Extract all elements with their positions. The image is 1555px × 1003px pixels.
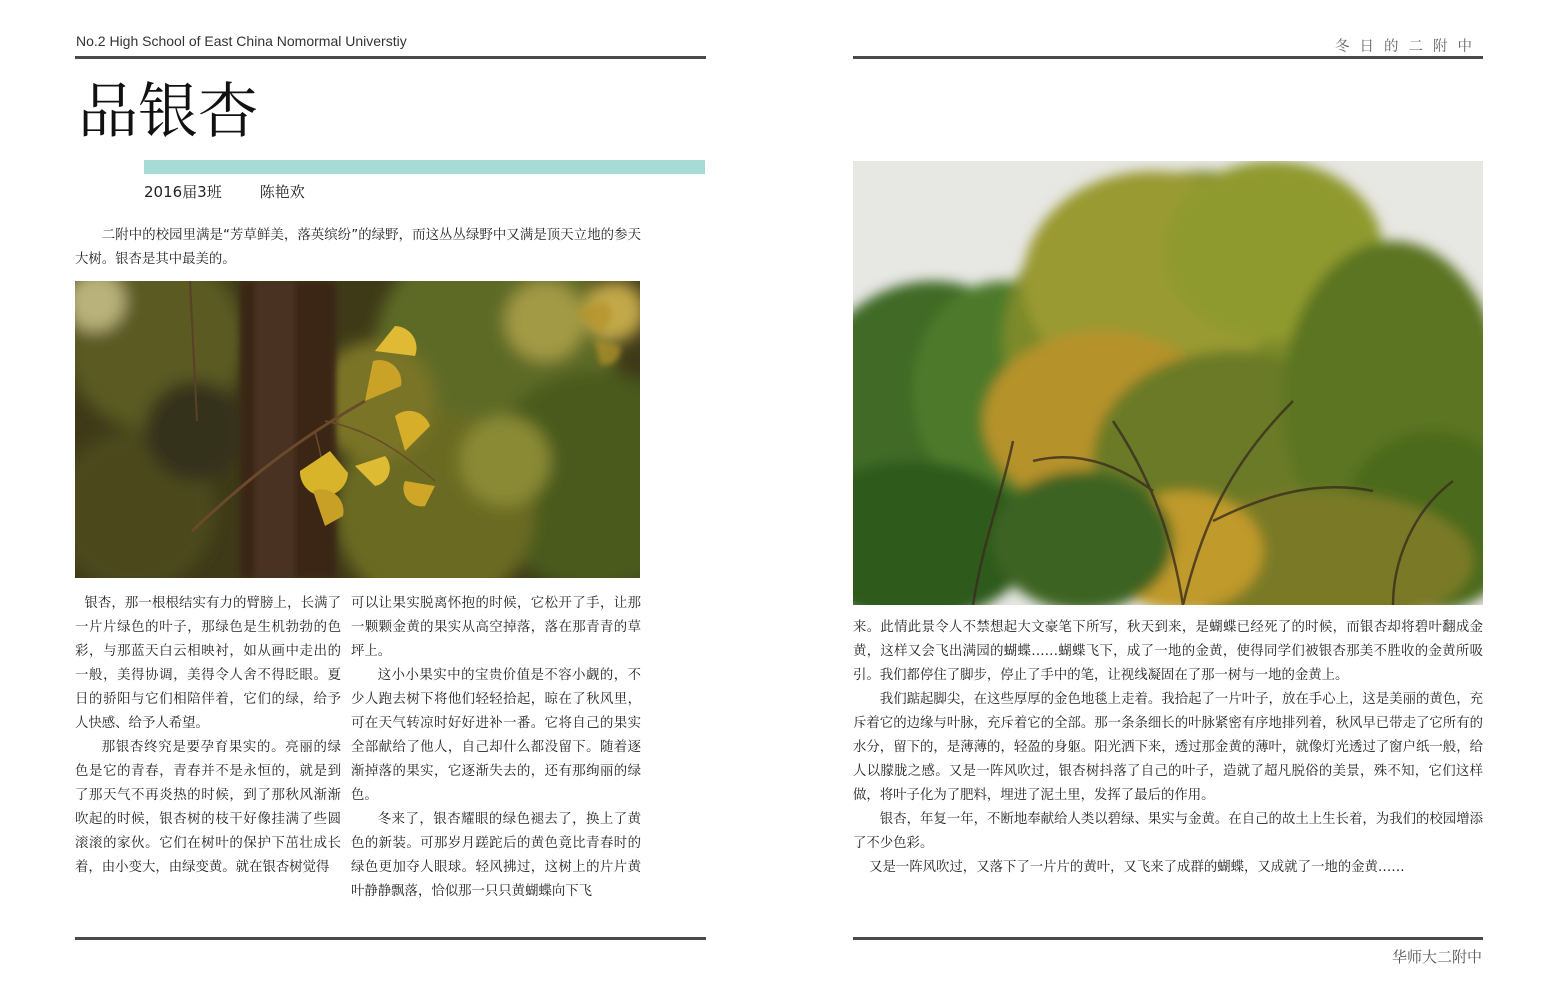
body-column-3	[853, 616, 1483, 880]
col2-paragraph-2: 这小小果实中的宝贵价值是不容小觑的，不少人跑去树下将他们轻轻拾起，晾在了秋风里，可在天气转凉时好好进补一番。它将自己的果实全部献给了他人，自己却什么都没留下。随着逐渐掉落的果实，它逐渐失去的，还有那绚丽的绿色。	[351, 668, 641, 803]
col2-paragraph-3: 冬来了，银杏耀眼的绿色褪去了，换上了黄色的新装。可那岁月蹉跎后的黄色竟比青春时的绿色更加夺人眼球。轻风拂过，这树上的片片黄叶静静飘落，恰似那一只只黄蝴蝶向下飞	[351, 812, 641, 899]
ginkgo-tree-photo	[853, 161, 1483, 605]
right-paragraph-4: 又是一阵风吹过，又落下了一片片的黄叶，又飞来了成群的蝴蝶，又成就了一地的金黄……	[869, 860, 1405, 875]
footer-rule-left	[75, 937, 706, 940]
right-paragraph-2: 我们踮起脚尖，在这些厚厚的金色地毯上走着。我拾起了一片叶子，放在手心上，这是美丽的黄色，充斥着它的边缘与叶脉，充斥着它的全部。那一条条细长的叶脉紧密有序地排列着，秋风早已带走了它所有的水分，留下的，是薄薄的，轻盈的身躯。阳光洒下来，透过那金黄的薄叶，就像灯光透过了窗户纸一般，给人以朦胧之感。又是一阵风吹过，银杏树抖落了自己的叶子，造就了超凡脱俗的美景，殊不知，它们这样做，将叶子化为了肥料，埋进了泥土里，发挥了最后的作用。	[853, 692, 1483, 803]
col2-paragraph-1: 可以让果实脱离怀抱的时候，它松开了手，让那一颗颗金黄的果实从高空掉落，落在那青青的草坪上。	[351, 596, 641, 659]
col1-paragraph-1: 银杏，那一根根结实有力的臂膀上，长满了一片片绿色的叶子，那绿色是生机勃勃的色彩，与那蓝天白云相映衬，如从画中走出的一般，美得协调，美得令人舍不得眨眼。夏日的骄阳与它们相陪伴着，它们的绿，给予人快感、给予人希望。	[75, 596, 341, 731]
header-rule-right	[853, 56, 1483, 59]
header-school-name: No.2 High School of East China Nomormal Universtiy	[76, 33, 407, 49]
header-page-title: 冬日的二附中	[1335, 39, 1482, 55]
article-title: 品银杏	[78, 77, 258, 147]
right-paragraph-1: 来。此情此景令人不禁想起大文豪笔下所写，秋天到来，是蝴蝶已经死了的时候，而银杏却将碧叶翻成金黄，这样又会飞出满园的蝴蝶……蝴蝶飞下，成了一地的金黄，使得同学们被银杏那美不胜收的金黄所吸引。我们都停住了脚步，停止了手中的笔，让视线凝固在了那一树与一地的金黄上。	[853, 620, 1483, 683]
title-accent-bar	[144, 160, 705, 174]
author-name: 陈艳欢	[259, 183, 305, 201]
intro-text: 二附中的校园里满是“芳草鲜美，落英缤纷”的绿野，而这丛丛绿野中又满是顶天立地的参天大树。银杏是其中最美的。	[75, 228, 641, 267]
intro-paragraph	[75, 224, 641, 272]
header-rule-left	[75, 56, 706, 59]
class-info: 2016届3班	[144, 183, 222, 201]
ginkgo-leaves-photo	[75, 281, 640, 578]
footer-rule-right	[853, 937, 1483, 940]
body-column-1	[75, 592, 341, 880]
col1-paragraph-2: 那银杏终究是要孕育果实的。亮丽的绿色是它的青春，青春并不是永恒的，就是到了那天气不再炎热的时候，到了那秋风渐渐吹起的时候，银杏树的枝干好像挂满了些圆滚滚的家伙。它们在树叶的保护下茁壮成长着，由小变大，由绿变黄。就在银杏树觉得	[75, 740, 341, 875]
footer-school-name: 华师大二附中	[1391, 948, 1482, 966]
right-paragraph-3: 银杏，年复一年，不断地奉献给人类以碧绿、果实与金黄。在自己的故土上生长着，为我们的校园增添了不少色彩。	[853, 812, 1483, 851]
body-column-2	[351, 592, 641, 904]
byline	[144, 181, 305, 202]
